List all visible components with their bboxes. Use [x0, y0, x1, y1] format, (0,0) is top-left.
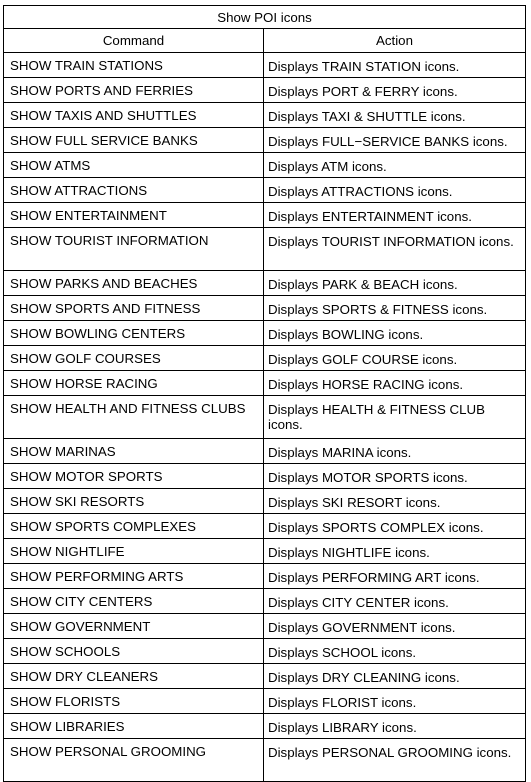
poi-commands-table [3, 5, 526, 782]
table-row [4, 439, 526, 464]
command-cell: SHOW LIBRARIES [4, 714, 264, 739]
action-cell: Displays GOVERNMENT icons. [264, 614, 526, 639]
table-title-row [4, 6, 526, 29]
table-header-row [4, 29, 526, 53]
action-cell: Displays BOWLING icons. [264, 321, 526, 346]
command-cell: SHOW TRAIN STATIONS [4, 53, 264, 78]
command-cell: SHOW PORTS AND FERRIES [4, 78, 264, 103]
action-cell: Displays MARINA icons. [264, 439, 526, 464]
command-cell: SHOW MARINAS [4, 439, 264, 464]
action-cell: Displays ATTRACTIONS icons. [264, 178, 526, 203]
table-row [4, 589, 526, 614]
command-cell: SHOW PARKS AND BEACHES [4, 271, 264, 296]
action-cell: Displays HORSE RACING icons. [264, 371, 526, 396]
table-row [4, 178, 526, 203]
table-row [4, 371, 526, 396]
command-cell: SHOW SCHOOLS [4, 639, 264, 664]
action-cell: Displays PERSONAL GROOMING icons. [264, 739, 526, 782]
command-cell: SHOW CITY CENTERS [4, 589, 264, 614]
column-header-action: Action [264, 29, 526, 53]
command-cell: SHOW FULL SERVICE BANKS [4, 128, 264, 153]
table-row [4, 739, 526, 782]
table-row [4, 321, 526, 346]
table-row [4, 128, 526, 153]
table-row [4, 539, 526, 564]
action-cell: Displays NIGHTLIFE icons. [264, 539, 526, 564]
action-cell: Displays GOLF COURSE icons. [264, 346, 526, 371]
table-row [4, 103, 526, 128]
table-row [4, 614, 526, 639]
action-cell: Displays TOURIST INFORMATION icons. [264, 228, 526, 271]
action-cell: Displays TAXI & SHUTTLE icons. [264, 103, 526, 128]
table-row [4, 689, 526, 714]
command-cell: SHOW MOTOR SPORTS [4, 464, 264, 489]
action-cell: Displays DRY CLEANING icons. [264, 664, 526, 689]
table-row [4, 714, 526, 739]
command-cell: SHOW GOVERNMENT [4, 614, 264, 639]
table-row [4, 53, 526, 78]
command-cell: SHOW ENTERTAINMENT [4, 203, 264, 228]
command-cell: SHOW TAXIS AND SHUTTLES [4, 103, 264, 128]
table-row [4, 464, 526, 489]
table-row [4, 664, 526, 689]
table-row [4, 271, 526, 296]
action-cell: Displays HEALTH & FITNESS CLUB icons. [264, 396, 526, 439]
table-row [4, 514, 526, 539]
action-cell: Displays LIBRARY icons. [264, 714, 526, 739]
column-header-command: Command [4, 29, 264, 53]
command-cell: SHOW PERFORMING ARTS [4, 564, 264, 589]
action-cell: Displays MOTOR SPORTS icons. [264, 464, 526, 489]
action-cell: Displays PORT & FERRY icons. [264, 78, 526, 103]
command-cell: SHOW SPORTS COMPLEXES [4, 514, 264, 539]
table-title: Show POI icons [4, 6, 526, 29]
action-cell: Displays ENTERTAINMENT icons. [264, 203, 526, 228]
command-cell: SHOW BOWLING CENTERS [4, 321, 264, 346]
command-cell: SHOW SPORTS AND FITNESS [4, 296, 264, 321]
action-cell: Displays SPORTS & FITNESS icons. [264, 296, 526, 321]
action-cell: Displays SPORTS COMPLEX icons. [264, 514, 526, 539]
action-cell: Displays PERFORMING ART icons. [264, 564, 526, 589]
table-row [4, 203, 526, 228]
action-cell: Displays ATM icons. [264, 153, 526, 178]
command-cell: SHOW TOURIST INFORMATION [4, 228, 264, 271]
table-row [4, 396, 526, 439]
command-cell: SHOW PERSONAL GROOMING [4, 739, 264, 782]
table-row [4, 639, 526, 664]
action-cell: Displays SKI RESORT icons. [264, 489, 526, 514]
table-row [4, 78, 526, 103]
command-cell: SHOW DRY CLEANERS [4, 664, 264, 689]
command-cell: SHOW HEALTH AND FITNESS CLUBS [4, 396, 264, 439]
table-row [4, 228, 526, 271]
command-cell: SHOW ATMS [4, 153, 264, 178]
action-cell: Displays FULL−SERVICE BANKS icons. [264, 128, 526, 153]
table-body [4, 53, 526, 782]
action-cell: Displays PARK & BEACH icons. [264, 271, 526, 296]
command-cell: SHOW ATTRACTIONS [4, 178, 264, 203]
command-cell: SHOW FLORISTS [4, 689, 264, 714]
command-cell: SHOW HORSE RACING [4, 371, 264, 396]
table-row [4, 153, 526, 178]
command-cell: SHOW NIGHTLIFE [4, 539, 264, 564]
action-cell: Displays TRAIN STATION icons. [264, 53, 526, 78]
table-row [4, 346, 526, 371]
table-row [4, 296, 526, 321]
command-cell: SHOW GOLF COURSES [4, 346, 264, 371]
table-row [4, 564, 526, 589]
table-row [4, 489, 526, 514]
action-cell: Displays FLORIST icons. [264, 689, 526, 714]
action-cell: Displays CITY CENTER icons. [264, 589, 526, 614]
command-cell: SHOW SKI RESORTS [4, 489, 264, 514]
action-cell: Displays SCHOOL icons. [264, 639, 526, 664]
